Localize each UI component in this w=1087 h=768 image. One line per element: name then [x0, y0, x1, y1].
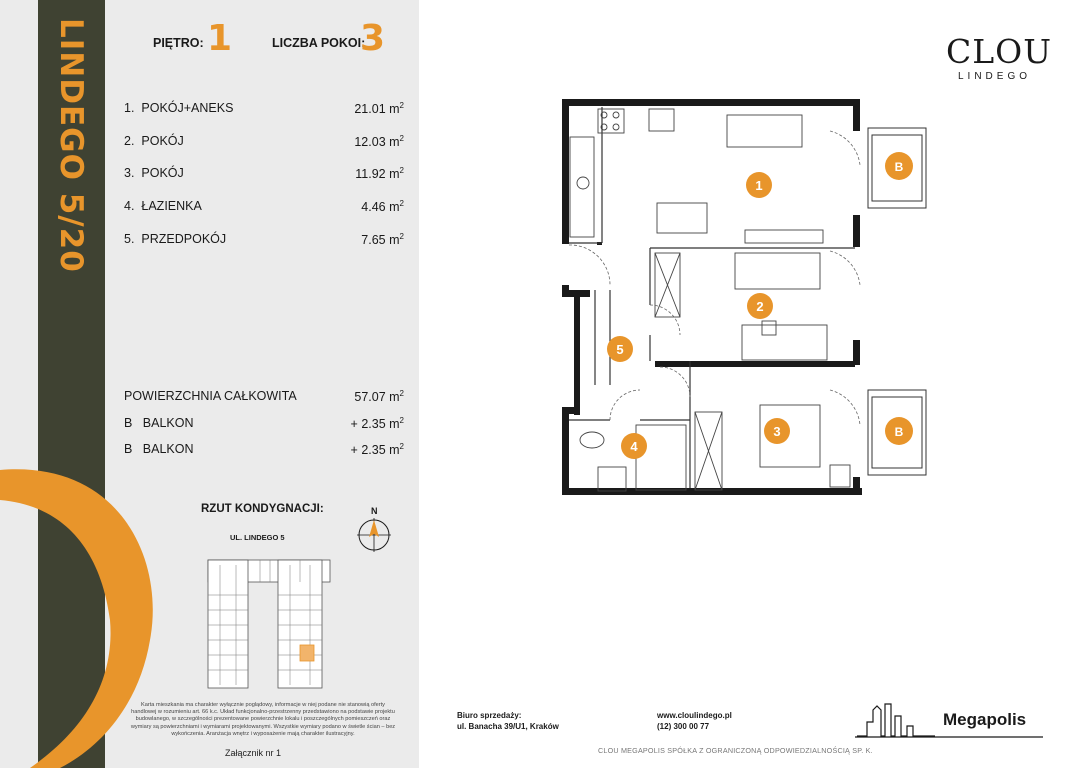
website-link[interactable]: www.cloulindego.pl — [657, 711, 732, 720]
sales-office — [457, 710, 559, 732]
furniture — [570, 109, 850, 491]
compass-icon — [356, 505, 392, 553]
room-number: 5. — [124, 232, 135, 246]
rooms-count-value: 3 — [360, 18, 386, 59]
balcony-row — [124, 442, 404, 460]
balcony-marker: B — [894, 160, 904, 174]
room-marker-4: 4 — [630, 439, 638, 454]
contact — [657, 710, 732, 732]
megapolis-word: Megapolis — [943, 710, 1027, 729]
total-area-label: POWIERZCHNIA CAŁKOWITA — [124, 389, 297, 403]
apartment-highlight — [300, 645, 314, 661]
balcony-code: B — [124, 442, 133, 456]
room-name: PRZEDPOKÓJ — [141, 232, 227, 246]
balcony-marker: B — [894, 425, 904, 439]
room-name: ŁAZIENKA — [141, 199, 202, 213]
room-area: 7.65 $m^2$ — [361, 232, 404, 248]
room-row — [124, 232, 404, 250]
floor-plan — [550, 85, 940, 505]
room-area: 11.92 $m^2$ — [355, 166, 404, 182]
room-area: 21.01 $m^2$ — [354, 101, 404, 117]
megapolis-logo — [855, 700, 1045, 740]
room-marker-1: 1 — [755, 178, 763, 193]
floor-label: PIĘTRO: — [153, 36, 204, 50]
total-area-row — [124, 389, 404, 407]
total-area-value: 57.07 $m^2$ — [354, 389, 404, 405]
annex-label: Załącznik nr 1 — [225, 748, 282, 758]
disclaimer-text: Karta mieszkania ma charakter wyłącznie poglądowy, informacje w niej podane nie stanowią oferty handlowej w rozumieniu art. 66 k.c. Układ funkcjonalno-przestrzenny przedstawiono na podstawie projektu budowlanego, w szczególności prezentowane powierzchnie lokalu i poszczególnych pomieszczeń oraz wymiary są powierzchniami i wymiarami projektowanymi. Wszystkie wymiary podano w świetle ścian – bez wykończenia. Aranżacja wnętrz i wyposażenie mają charakter ilustracyjny. — [130, 702, 396, 737]
room-marker-5: 5 — [616, 342, 624, 357]
logo-word: CLOU — [946, 32, 1053, 71]
room-number: 2. — [124, 134, 135, 148]
balcony-code: B — [124, 416, 133, 430]
balcony-name: BALKON — [142, 416, 194, 430]
logo-sub: LINDEGO — [958, 71, 1032, 82]
room-marker-3: 3 — [773, 424, 781, 439]
sales-office-label: Biuro sprzedaży: — [457, 711, 522, 720]
room-name: POKÓJ — [141, 134, 184, 148]
balcony-area: + 2.35 $m^2$ — [350, 416, 404, 432]
clou-logo — [946, 33, 1056, 82]
room-number: 1. — [124, 101, 135, 115]
interior-walls — [569, 107, 855, 488]
sales-office-address: ul. Banacha 39/U1, Kraków — [457, 722, 559, 731]
room-area: 12.03 $m^2$ — [354, 134, 404, 150]
floor-plan-title: RZUT KONDYGNACJI: — [201, 503, 324, 515]
street-label: UL. LINDEGO 5 — [230, 533, 285, 542]
phone-number: (12) 300 00 77 — [657, 722, 710, 731]
room-number: 4. — [124, 199, 135, 213]
balcony-area: + 2.35 $m^2$ — [350, 442, 404, 458]
room-marker-2: 2 — [756, 299, 764, 314]
room-row — [124, 101, 404, 119]
building-site-plan — [200, 555, 340, 690]
room-name: POKÓJ — [141, 166, 184, 180]
legal-text: CLOU MEGAPOLIS SPÓŁKA Z OGRANICZONĄ ODPOWIEDZIALNOŚCIĄ SP. K. — [598, 746, 873, 755]
room-number: 3. — [124, 166, 135, 180]
rooms-count-label: LICZBA POKOI: — [272, 36, 366, 50]
balcony-row — [124, 416, 404, 434]
room-name: POKÓJ+ANEKS — [141, 101, 234, 115]
compass-letter: N — [371, 506, 378, 516]
walls — [562, 99, 862, 495]
floor-value: 1 — [207, 18, 233, 59]
room-row — [124, 134, 404, 152]
room-row — [124, 199, 404, 217]
room-row — [124, 166, 404, 184]
balcony-name: BALKON — [142, 442, 194, 456]
door-swings — [569, 131, 860, 425]
room-area: 4.46 $m^2$ — [361, 199, 404, 215]
